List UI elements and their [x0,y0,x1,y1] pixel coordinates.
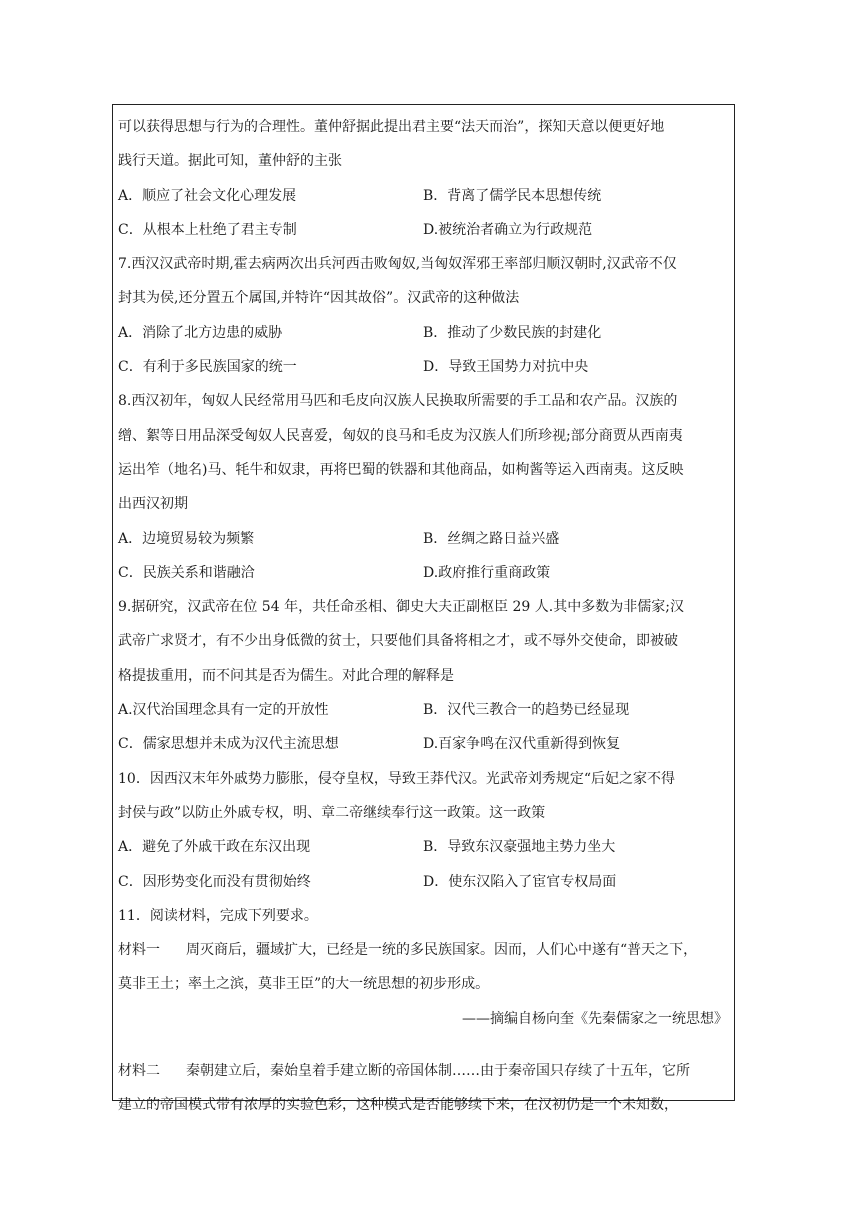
material-2-line: 建立的帝国模式带有浓厚的实验色彩，这种模式是否能够续下来，在汉初仍是一个未知数， [118,1097,678,1114]
q10-option-d: D．使东汉陷入了宦官专权局面 [423,873,617,890]
q8-option-c: C．民族关系和谐融洽 [118,564,255,581]
q6-option-d: D.被统治者确立为行政规范 [423,221,593,238]
q7-option-d: D．导致王国势力对抗中央 [423,359,589,376]
q9-option-a: A.汉代治国理念具有一定的开放性 [118,702,329,719]
q7-options-row [118,350,728,384]
q10-option-c: C．因形势变化而没有贯彻始终 [118,873,311,890]
q10-stem-line: 封侯与政”以防止外戚专权，明、章二帝继续奉行这一政策。这一政策 [118,804,546,821]
q10-stem-line: 10．因西汉末年外戚势力膨胀，侵夺皇权，导致王莽代汉。光武帝刘秀规定“后妃之家不得 [118,770,675,787]
q10-option-a: A．避免了外戚干政在东汉出现 [118,839,311,856]
material-1-line [118,933,728,967]
q7-option-c: C．有利于多民族国家的统一 [118,359,297,376]
material-1-text: 周灭商后，疆域扩大，已经是一统的多民族国家。因而，人们心中遂有“普天之下， [186,942,698,959]
spacer [118,1036,728,1054]
material-2-line [118,1054,728,1088]
q9-options-row [118,727,728,761]
question-content [118,110,728,1123]
q9-options-row [118,693,728,727]
q8-option-b: B．丝绸之路日益兴盛 [423,530,560,547]
q6-option-c: C．从根本上杜绝了君主专制 [118,221,297,238]
q6-options-row [118,179,728,213]
q9-stem-line: 武帝广求贤才，有不少出身低微的贫士，只要他们具备将相之才，或不辱外交使命，即被破 [118,633,678,650]
q8-options-row [118,556,728,590]
q9-stem-line: 9.据研究，汉武帝在位 54 年，共任命丞相、御史大夫正副枢臣 29 人.其中多数为非儒家;汉 [118,599,684,616]
q9-option-b: B．汉代三教合一的趋势已经显现 [423,702,630,719]
material-2-text: 秦朝建立后，秦始皇着手建立断的帝国体制……由于秦帝国只存续了十五年，它所 [186,1063,690,1080]
q7-option-a: A．消除了北方边患的威胁 [118,324,283,341]
material-1-label: 材料一 [118,942,160,959]
q10-options-row [118,830,728,864]
q7-stem-line: 封其为侯,还分置五个属国,并特许“因其故俗”。汉武帝的这种做法 [118,290,520,307]
q9-option-d: D.百家争鸣在汉代重新得到恢复 [423,736,621,753]
material-1-source: ——摘编自杨向奎《先秦儒家之一统思想》 [462,1010,728,1027]
q7-stem-line: 7.西汉汉武帝时期,霍去病两次出兵河西击败匈奴,当匈奴浑邪王率部归顺汉朝时,汉武帝不仅 [118,256,677,273]
q7-option-b: B．推动了少数民族的封建化 [423,324,602,341]
material-1-line: 莫非王土；率土之滨，莫非王臣”的大一统思想的初步形成。 [118,976,490,993]
material-2-label: 材料二 [118,1063,160,1080]
q8-options-row [118,522,728,556]
q8-stem-line: 出西汉初期 [118,496,188,513]
q6-option-a: A．顺应了社会文化心理发展 [118,187,297,204]
q6-stem-line: 可以获得思想与行为的合理性。董仲舒据此提出君主要“法天而治”，探知天意以便更好地 [118,119,665,135]
q11-intro: 11．阅读材料，完成下列要求。 [118,907,318,924]
q8-stem-line: 8.西汉初年，匈奴人民经常用马匹和毛皮向汉族人民换取所需要的手工品和农产品。汉族的 [118,393,678,410]
q9-stem-line: 格提拔重用，而不问其是否为儒生。对此合理的解释是 [118,667,454,684]
q6-option-b: B．背离了儒学民本思想传统 [423,187,602,204]
q8-stem-line: 运出笮（地名)马、牦牛和奴隶，再将巴蜀的铁器和其他商品，如枸酱等运入西南夷。这反映 [118,461,684,478]
q7-options-row [118,316,728,350]
q8-option-d: D.政府推行重商政策 [423,564,551,581]
q9-option-c: C．儒家思想并未成为汉代主流思想 [118,736,339,753]
q8-option-a: A．边境贸易较为频繁 [118,530,255,547]
q6-stem-line: 践行天道。据此可知，董仲舒的主张 [118,153,342,170]
q8-stem-line: 缯、絮等日用品深受匈奴人民喜爱，匈奴的良马和毛皮为汉族人们所珍视;部分商贾从西南夷 [118,427,683,444]
q10-options-row [118,865,728,899]
q6-options-row [118,213,728,247]
q10-option-b: B．导致东汉豪强地主势力坐大 [423,839,616,856]
